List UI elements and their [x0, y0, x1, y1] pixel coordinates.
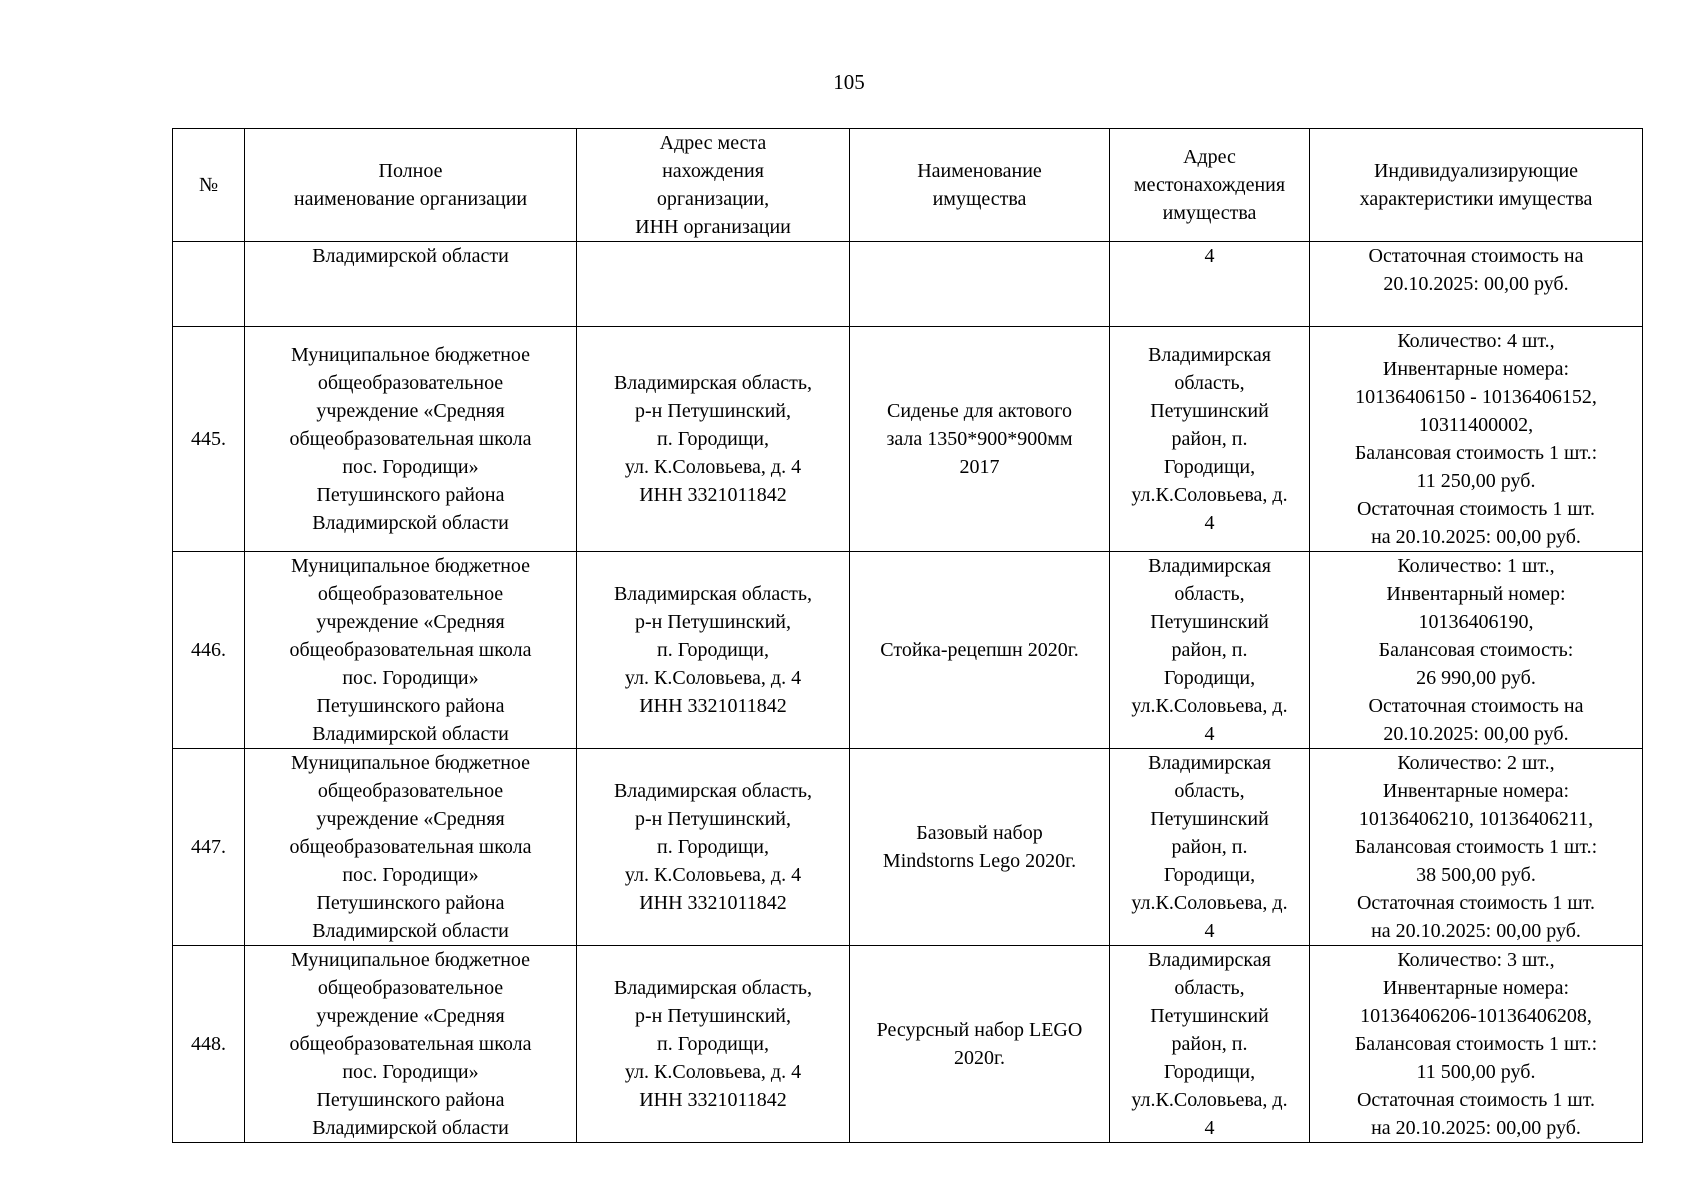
- cell-line: ул. К.Соловьева, д. 4: [624, 456, 802, 478]
- cell-line: Остаточная стоимость на: [1368, 245, 1584, 267]
- cell-line: учреждение «Средняя: [316, 400, 505, 422]
- cell-line: Владимирская: [1148, 555, 1271, 577]
- cell-organization-name: [245, 749, 577, 946]
- cell-line: п. Городищи,: [657, 1033, 769, 1055]
- cell-line: Городищи,: [1163, 456, 1256, 478]
- cell-line: на 20.10.2025: 00,00 руб.: [1371, 526, 1581, 548]
- header-organization-name: [245, 129, 577, 242]
- cell-property-name: [850, 552, 1110, 749]
- cell-property-characteristics: [1310, 946, 1643, 1143]
- cell-line: общеобразовательная школа: [289, 639, 532, 661]
- cell-line: на 20.10.2025: 00,00 руб.: [1371, 1117, 1581, 1139]
- cell-line: Городищи,: [1163, 864, 1256, 886]
- cell-property-address: [1110, 327, 1310, 552]
- cell-line: Mindstorns Lego 2020г.: [882, 850, 1077, 872]
- cell-line: 446.: [191, 639, 226, 661]
- cell-line: Балансовая стоимость 1 шт.:: [1354, 836, 1598, 858]
- cell-line: Владимирская область,: [613, 583, 813, 605]
- header-line: организации,: [656, 188, 770, 210]
- cell-line: Владимирской области: [312, 723, 509, 745]
- cell-line: Балансовая стоимость:: [1378, 639, 1574, 661]
- cell-line: 4: [1204, 245, 1215, 267]
- cell-line: п. Городищи,: [657, 836, 769, 858]
- cell-property-characteristics: [1310, 749, 1643, 946]
- cell-line: Остаточная стоимость на: [1368, 695, 1584, 717]
- cell-line: Владимирской области: [312, 512, 509, 534]
- cell-line: Петушинский: [1150, 611, 1269, 633]
- header-line: ИНН организации: [635, 216, 791, 238]
- cell-line: область,: [1174, 372, 1245, 394]
- cell-property-address: [1110, 749, 1310, 946]
- cell-line: учреждение «Средняя: [316, 808, 505, 830]
- cell-line: общеобразовательное: [317, 583, 504, 605]
- cell-organization-address: [577, 552, 850, 749]
- header-line: Адрес места: [659, 132, 767, 154]
- table-row: [173, 749, 1643, 946]
- cell-line: район, п.: [1171, 836, 1248, 858]
- cell-line: общеобразовательная школа: [289, 1033, 532, 1055]
- cell-line: Муниципальное бюджетное: [290, 344, 531, 366]
- cell-line: Остаточная стоимость 1 шт.: [1356, 1089, 1596, 1111]
- cell-organization-address: [577, 327, 850, 552]
- cell-line: п. Городищи,: [657, 639, 769, 661]
- cell-line: 10311400002,: [1418, 414, 1534, 436]
- cell-line: 11 500,00 руб.: [1416, 1061, 1536, 1083]
- cell-property-characteristics: [1310, 552, 1643, 749]
- cell-line: область,: [1174, 583, 1245, 605]
- cell-line: Владимирской области: [312, 1117, 509, 1139]
- cell-line: район, п.: [1171, 639, 1248, 661]
- cell-line: Инвентарные номера:: [1382, 780, 1570, 802]
- cell-line: Петушинского района: [316, 695, 505, 717]
- cell-line: общеобразовательная школа: [289, 428, 532, 450]
- cell-line: Муниципальное бюджетное: [290, 949, 531, 971]
- cell-line: 445.: [191, 428, 226, 450]
- cell-line: Владимирская область,: [613, 780, 813, 802]
- cell-line: Базовый набор: [916, 822, 1043, 844]
- header-organization-address: [577, 129, 850, 242]
- cell-line: Владимирской области: [312, 920, 509, 942]
- cell-property-address: [1110, 946, 1310, 1143]
- cell-property-characteristics: [1310, 242, 1643, 327]
- cell-line: Петушинский: [1150, 808, 1269, 830]
- cell-organization-name: [245, 242, 577, 327]
- cell-line: ул. К.Соловьева, д. 4: [624, 667, 802, 689]
- cell-number: [173, 552, 245, 749]
- cell-line: р-н Петушинский,: [635, 808, 791, 830]
- cell-organization-name: [245, 946, 577, 1143]
- cell-line: ул. К.Соловьева, д. 4: [624, 1061, 802, 1083]
- cell-number: [173, 946, 245, 1143]
- cell-line: Инвентарный номер:: [1386, 583, 1566, 605]
- cell-line: 4: [1204, 723, 1215, 745]
- header-line: Адрес: [1183, 146, 1236, 168]
- cell-line: Сиденье для актового: [887, 400, 1072, 422]
- cell-line: 20.10.2025: 00,00 руб.: [1383, 273, 1569, 295]
- cell-line: 4: [1204, 1117, 1215, 1139]
- cell-property-name: [850, 327, 1110, 552]
- cell-line: зала 1350*900*900мм: [886, 428, 1073, 450]
- cell-property-name: [850, 242, 1110, 327]
- cell-line: Ресурсный набор LEGO: [876, 1019, 1083, 1041]
- header-line: характеристики имущества: [1359, 188, 1593, 210]
- cell-line: на 20.10.2025: 00,00 руб.: [1371, 920, 1581, 942]
- cell-line: 447.: [191, 836, 226, 858]
- cell-property-name: [850, 946, 1110, 1143]
- cell-organization-address: [577, 749, 850, 946]
- header-property-name: [850, 129, 1110, 242]
- cell-line: р-н Петушинский,: [635, 611, 791, 633]
- cell-line: Владимирской области: [312, 245, 509, 267]
- table-header-row: [173, 129, 1643, 242]
- cell-line: 10136406150 - 10136406152,: [1355, 386, 1597, 408]
- cell-line: общеобразовательное: [317, 372, 504, 394]
- cell-line: р-н Петушинский,: [635, 400, 791, 422]
- cell-line: пос. Городищи»: [342, 456, 479, 478]
- cell-line: 26 990,00 руб.: [1416, 667, 1536, 689]
- cell-line: район, п.: [1171, 428, 1248, 450]
- header-line: нахождения: [662, 160, 764, 182]
- cell-number: [173, 242, 245, 327]
- cell-line: Инвентарные номера:: [1382, 358, 1570, 380]
- cell-property-address: [1110, 552, 1310, 749]
- header-property-characteristics: [1310, 129, 1643, 242]
- property-registry-table: [172, 128, 1643, 1143]
- cell-line: 20.10.2025: 00,00 руб.: [1383, 723, 1569, 745]
- header-line: Индивидуализирующие: [1373, 160, 1579, 182]
- cell-number: [173, 749, 245, 946]
- cell-line: ул.К.Соловьева, д.: [1131, 1089, 1288, 1111]
- cell-line: Владимирская: [1148, 752, 1271, 774]
- cell-line: ул. К.Соловьева, д. 4: [624, 864, 802, 886]
- cell-line: район, п.: [1171, 1033, 1248, 1055]
- page-number: 105: [833, 70, 865, 94]
- cell-line: область,: [1174, 977, 1245, 999]
- cell-line: 4: [1204, 920, 1215, 942]
- cell-line: Петушинского района: [316, 1089, 505, 1111]
- cell-line: Владимирская: [1148, 949, 1271, 971]
- cell-line: Инвентарные номера:: [1382, 977, 1570, 999]
- cell-line: 38 500,00 руб.: [1416, 864, 1536, 886]
- cell-line: 2020г.: [954, 1047, 1005, 1069]
- cell-line: Петушинский: [1150, 1005, 1269, 1027]
- cell-line: 2017: [959, 456, 1000, 478]
- cell-line: Городищи,: [1163, 1061, 1256, 1083]
- table-row-continuation: [173, 242, 1643, 327]
- cell-line: Количество: 2 шт.,: [1397, 752, 1555, 774]
- cell-line: Владимирская область,: [613, 977, 813, 999]
- cell-line: область,: [1174, 780, 1245, 802]
- header-line: №: [198, 174, 219, 196]
- cell-line: Владимирская область,: [613, 372, 813, 394]
- cell-line: 10136406210, 10136406211,: [1358, 808, 1594, 830]
- cell-line: Остаточная стоимость 1 шт.: [1356, 892, 1596, 914]
- cell-line: ИНН 3321011842: [639, 892, 787, 914]
- table-row: [173, 552, 1643, 749]
- cell-organization-address: [577, 242, 850, 327]
- header-line: имущества: [1162, 202, 1257, 224]
- cell-line: Муниципальное бюджетное: [290, 555, 531, 577]
- cell-property-characteristics: [1310, 327, 1643, 552]
- cell-line: Количество: 4 шт.,: [1397, 330, 1555, 352]
- table-row: [173, 327, 1643, 552]
- cell-line: Количество: 3 шт.,: [1397, 949, 1555, 971]
- cell-line: учреждение «Средняя: [316, 1005, 505, 1027]
- header-property-address: [1110, 129, 1310, 242]
- cell-line: ул.К.Соловьева, д.: [1131, 892, 1288, 914]
- cell-line: Петушинского района: [316, 892, 505, 914]
- cell-line: общеобразовательное: [317, 977, 504, 999]
- cell-line: ул.К.Соловьева, д.: [1131, 484, 1288, 506]
- cell-line: Петушинский: [1150, 400, 1269, 422]
- cell-line: 448.: [191, 1033, 226, 1055]
- cell-line: Городищи,: [1163, 667, 1256, 689]
- cell-line: 10136406190,: [1418, 611, 1534, 633]
- header-line: Наименование: [917, 160, 1042, 182]
- cell-line: учреждение «Средняя: [316, 611, 505, 633]
- cell-line: Количество: 1 шт.,: [1397, 555, 1555, 577]
- cell-line: общеобразовательная школа: [289, 836, 532, 858]
- cell-line: пос. Городищи»: [342, 667, 479, 689]
- cell-line: Петушинского района: [316, 484, 505, 506]
- cell-line: Муниципальное бюджетное: [290, 752, 531, 774]
- cell-line: 10136406206-10136406208,: [1360, 1005, 1592, 1027]
- cell-property-name: [850, 749, 1110, 946]
- header-line: Полное: [378, 160, 443, 182]
- cell-line: Балансовая стоимость 1 шт.:: [1354, 442, 1598, 464]
- cell-line: 4: [1204, 512, 1215, 534]
- cell-line: пос. Городищи»: [342, 864, 479, 886]
- header-line: наименование организации: [293, 188, 528, 210]
- cell-line: Балансовая стоимость 1 шт.:: [1354, 1033, 1598, 1055]
- cell-property-address: [1110, 242, 1310, 327]
- header-number: [173, 129, 245, 242]
- cell-line: ул.К.Соловьева, д.: [1131, 695, 1288, 717]
- cell-line: Стойка-рецепшн 2020г.: [880, 639, 1079, 661]
- cell-line: ИНН 3321011842: [639, 695, 787, 717]
- header-line: имущества: [932, 188, 1027, 210]
- cell-line: 11 250,00 руб.: [1416, 470, 1536, 492]
- cell-organization-name: [245, 327, 577, 552]
- cell-line: ИНН 3321011842: [639, 1089, 787, 1111]
- cell-organization-name: [245, 552, 577, 749]
- cell-organization-address: [577, 946, 850, 1143]
- cell-line: Владимирская: [1148, 344, 1271, 366]
- cell-line: р-н Петушинский,: [635, 1005, 791, 1027]
- cell-line: п. Городищи,: [657, 428, 769, 450]
- cell-line: Остаточная стоимость 1 шт.: [1356, 498, 1596, 520]
- cell-number: [173, 327, 245, 552]
- cell-line: ИНН 3321011842: [639, 484, 787, 506]
- header-line: местонахождения: [1133, 174, 1286, 196]
- cell-line: общеобразовательное: [317, 780, 504, 802]
- cell-line: пос. Городищи»: [342, 1061, 479, 1083]
- table-row: [173, 946, 1643, 1143]
